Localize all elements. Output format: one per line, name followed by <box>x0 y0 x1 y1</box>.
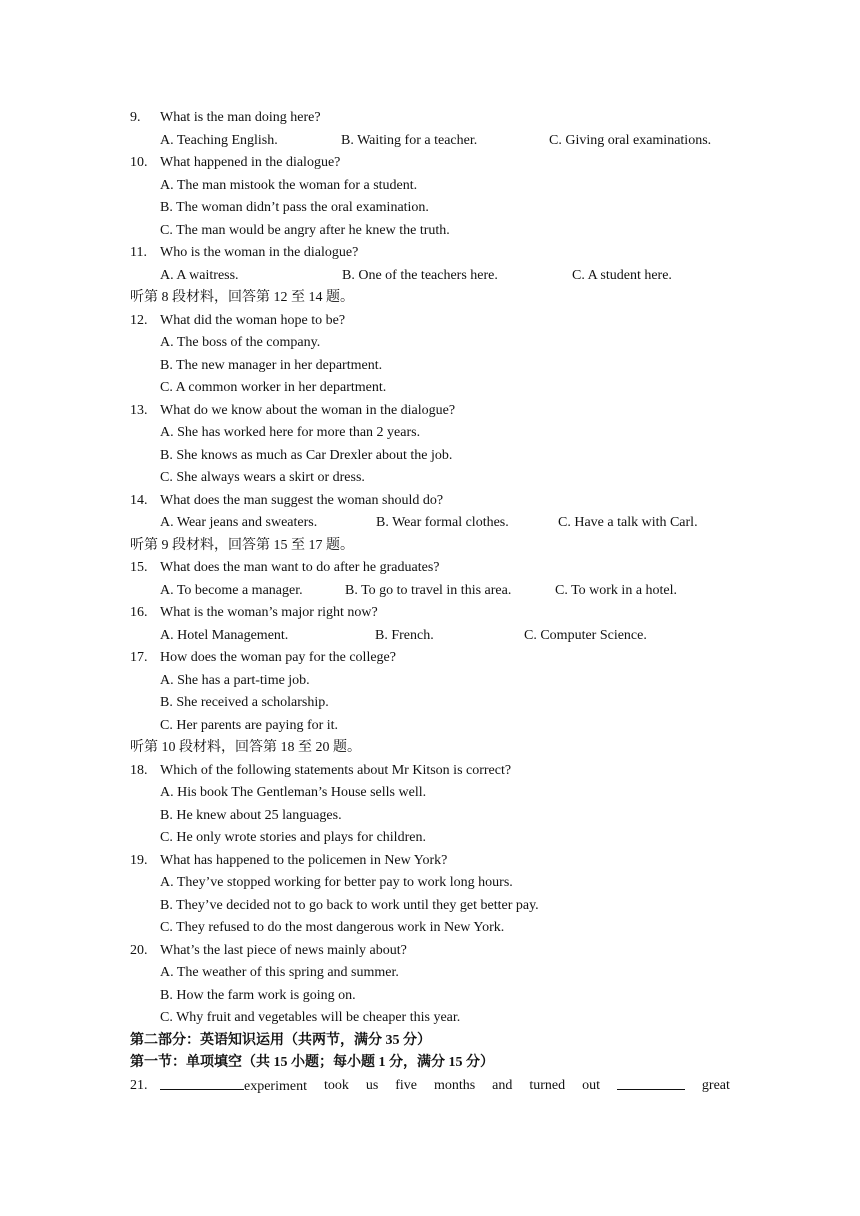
section-heading: 听第 8 段材料，回答第 12 至 14 题。 <box>130 290 354 305</box>
exam-page <box>0 107 860 1097</box>
option-a: A. Teaching English. <box>160 132 278 148</box>
question-19 <box>0 850 860 873</box>
option-b: B. He knew about 25 languages. <box>160 807 342 823</box>
question-number: 11. <box>130 245 147 260</box>
option-c: C. A student here. <box>572 267 672 283</box>
option-c: C. He only wrote stories and plays for children. <box>160 830 426 845</box>
question-number: 17. <box>130 650 148 665</box>
option-a: A. The weather of this spring and summer. <box>160 965 399 980</box>
question-number: 13. <box>130 402 148 418</box>
option-a: A. Hotel Management. <box>160 627 289 643</box>
option-c: C. Have a talk with Carl. <box>558 515 698 530</box>
question-18 <box>0 760 860 783</box>
question-14 <box>0 490 860 513</box>
option-b: B. They’ve decided not to go back to work until they get better pay. <box>160 897 539 913</box>
option-a: A. His book The Gentleman’s House sells well. <box>160 785 427 800</box>
stem-word: us <box>365 1077 379 1093</box>
question-stem <box>160 1075 730 1099</box>
option-b: B. Waiting for a teacher. <box>341 132 478 148</box>
answer-blank <box>617 1075 685 1090</box>
section-heading: 听第 9 段材料，回答第 15 至 17 题。 <box>130 537 354 553</box>
question-stem: Who is the woman in the dialogue? <box>160 245 359 260</box>
option-a: A. The man mistook the woman for a student. <box>160 177 418 193</box>
stem-fragment <box>160 1075 307 1099</box>
question-stem: How does the woman pay for the college? <box>160 650 396 665</box>
question-number: 16. <box>130 605 148 620</box>
option-b: B. One of the teachers here. <box>342 267 498 283</box>
question-stem: What is the woman’s major right now? <box>160 605 378 620</box>
option-b: B. Wear formal clothes. <box>376 515 509 530</box>
question-9 <box>0 107 860 130</box>
question-number: 10. <box>130 155 148 170</box>
option-c: C. Why fruit and vegetables will be cheaper this year. <box>160 1010 461 1025</box>
question-number: 9. <box>130 110 141 125</box>
option-a: A. Wear jeans and sweaters. <box>160 515 318 530</box>
question-12 <box>0 310 860 333</box>
section-heading: 第一节：单项填空（共 15 小题；每小题 1 分，满分 15 分） <box>130 1055 494 1070</box>
question-number: 18. <box>130 762 148 778</box>
question-number: 19. <box>130 852 148 868</box>
option-c: C. Giving oral examinations. <box>549 132 712 148</box>
option-c: C. Her parents are paying for it. <box>160 717 339 733</box>
option-c: C. Computer Science. <box>524 627 647 643</box>
question-number: 15. <box>130 560 148 575</box>
question-15-options <box>0 580 860 603</box>
option-b: B. The new manager in her department. <box>160 357 383 373</box>
stem-word: turned <box>529 1077 566 1093</box>
option-c: C. A common worker in her department. <box>160 380 387 395</box>
option-b: B. To go to travel in this area. <box>345 582 512 598</box>
answer-blank <box>160 1075 244 1090</box>
option-a: A. They’ve stopped working for better pay to work long hours. <box>160 875 513 890</box>
question-stem: What is the man doing here? <box>160 110 321 125</box>
question-9-options <box>0 130 860 153</box>
option-a: A. To become a manager. <box>160 582 303 598</box>
option-b: B. She knows as much as Car Drexler about the job. <box>160 447 453 463</box>
question-stem: What does the man want to do after he graduates? <box>160 560 440 575</box>
stem-word: five <box>395 1077 417 1093</box>
option-b: B. She received a scholarship. <box>160 695 329 710</box>
question-stem: What has happened to the policemen in New York? <box>160 852 448 868</box>
option-b: B. French. <box>375 627 434 643</box>
option-a: A. A waitress. <box>160 267 239 283</box>
question-13 <box>0 400 860 423</box>
question-number: 20. <box>130 942 148 958</box>
question-17 <box>0 647 860 670</box>
question-10 <box>0 152 860 175</box>
option-a: A. She has worked here for more than 2 years. <box>160 425 421 440</box>
question-stem: What do we know about the woman in the dialogue? <box>160 402 456 418</box>
stem-word: months <box>433 1077 476 1093</box>
option-b: B. The woman didn’t pass the oral examination. <box>160 200 429 215</box>
part-heading: 第二部分：英语知识运用（共两节，满分 35 分） <box>130 1032 431 1048</box>
question-number: 21. <box>130 1077 148 1093</box>
option-a: A. The boss of the company. <box>160 335 321 350</box>
option-c: C. She always wears a skirt or dress. <box>160 470 365 485</box>
stem-word: and <box>492 1077 513 1093</box>
option-a: A. She has a part-time job. <box>160 672 310 688</box>
question-number: 12. <box>130 312 148 328</box>
option-c: C. The man would be angry after he knew the truth. <box>160 222 450 238</box>
stem-word: great <box>701 1077 730 1093</box>
question-20 <box>0 940 860 963</box>
section-heading: 听第 10 段材料，回答第 18 至 20 题。 <box>130 740 361 755</box>
question-15 <box>0 557 860 580</box>
question-11 <box>0 242 860 265</box>
question-stem: What’s the last piece of news mainly about? <box>160 942 407 958</box>
stem-word: took <box>323 1077 349 1093</box>
option-c: C. They refused to do the most dangerous work in New York. <box>160 920 505 935</box>
stem-word: out <box>582 1077 600 1093</box>
question-stem: Which of the following statements about Mr Kitson is correct? <box>160 762 512 778</box>
question-stem: What does the man suggest the woman should do? <box>160 492 444 508</box>
question-stem: What happened in the dialogue? <box>160 155 341 170</box>
question-16-options <box>0 625 860 648</box>
question-14-options <box>0 512 860 535</box>
question-16 <box>0 602 860 625</box>
question-21 <box>0 1075 860 1098</box>
question-11-options <box>0 265 860 288</box>
stem-word: experiment <box>244 1078 307 1094</box>
option-b: B. How the farm work is going on. <box>160 987 356 1003</box>
question-stem: What did the woman hope to be? <box>160 312 346 328</box>
option-c: C. To work in a hotel. <box>555 582 678 598</box>
question-number: 14. <box>130 492 148 508</box>
